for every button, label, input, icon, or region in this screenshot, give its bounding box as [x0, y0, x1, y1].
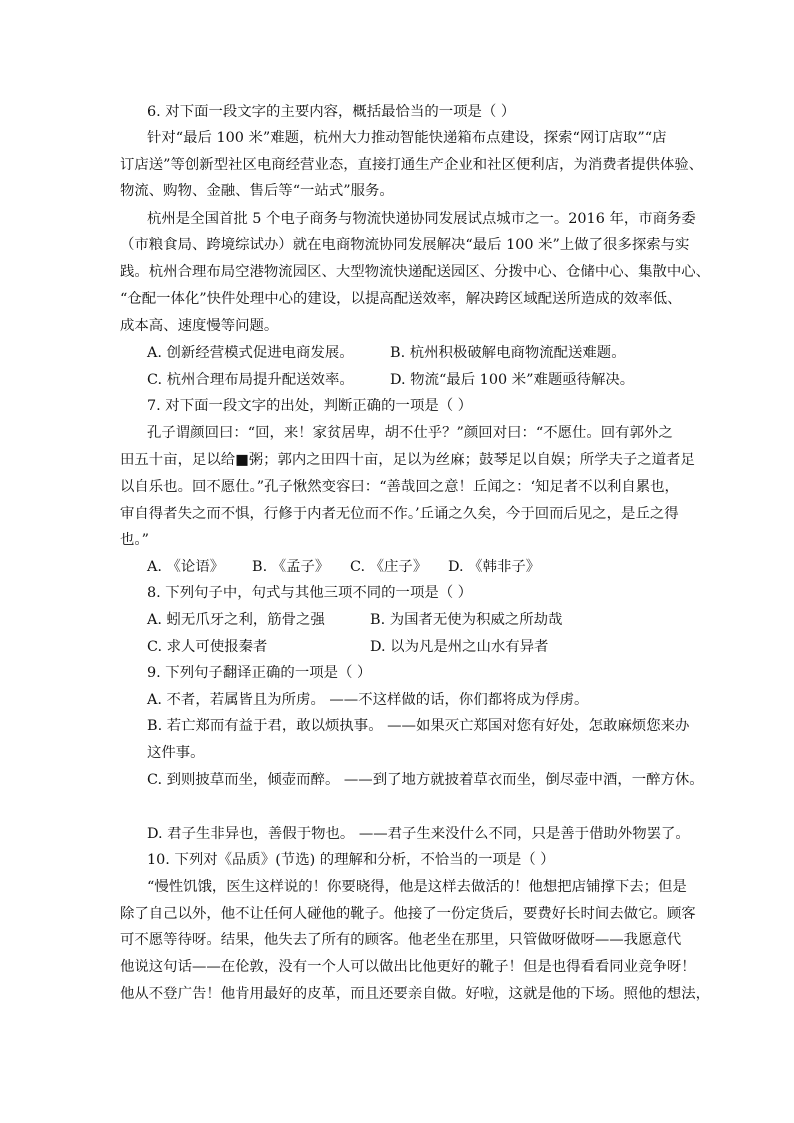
- passage-line: 也。”: [120, 532, 149, 548]
- passage-line: 他从不登广告！他肯用最好的皮革，而且还要亲自做。好啦，这就是他的下场。照他的想法，: [120, 986, 711, 1002]
- passage-line: 成本高、速度慢等问题。: [120, 318, 279, 334]
- q7-option-d: D. 《韩非子》: [448, 559, 541, 575]
- passage-line: 物流、购物、金融、售后等“一站式”服务。: [120, 183, 394, 199]
- q6-option-c: C. 杭州合理布局提升配送效率。: [147, 372, 354, 388]
- q7-option-b: B. 《孟子》: [252, 559, 330, 575]
- q6-option-b: B. 杭州积极破解电商物流配送难题。: [390, 345, 626, 361]
- passage-line: 他说这句话——在伦敦，没有一个人可以做出比他更好的靴子！但是也得看看同业竞争呀！: [120, 959, 696, 975]
- passage-line: 审自得者失之而不惧，行修于内者无位而不作。’丘诵之久矣，今于回而后见之，是丘之得: [120, 506, 679, 522]
- passage-line: 除了自己以外，他不让任何人碰他的靴子。他接了一份定货后，要费好长时间去做它。顾客: [120, 906, 696, 922]
- q8-option-b: B. 为国者无使为积威之所劫哉: [370, 612, 563, 628]
- question-7-stem: 7. 对下面一段文字的出处，判断正确的一项是（ ）: [147, 398, 473, 414]
- passage-line: （市粮食局、跨境综试办）就在电商物流协同发展解决“最后 100 米”上做了很多探索与实: [120, 237, 690, 253]
- passage-line: 践。杭州合理布局空港物流园区、大型物流快递配送园区、分拨中心、仓储中心、集散中心、: [120, 264, 711, 280]
- question-9-stem: 9. 下列句子翻译正确的一项是（ ）: [147, 665, 372, 681]
- passage-line: 田五十亩，足以给■粥；郭内之田四十亩，足以为丝麻；鼓琴足以自娱；所学夫子之道者足: [120, 452, 695, 468]
- passage-line: 孔子谓颜回曰：“回，来！家贫居卑，胡不仕乎？”颜回对曰：“不愿仕。回有郭外之: [147, 425, 673, 441]
- q9-option-a: A. 不者，若属皆且为所虏。 ——不这样做的话，你们都将成为俘虏。: [147, 692, 589, 708]
- q9-option-b: B. 若亡郑而有益于君，敢以烦执事。 ——如果灭亡郑国对您有好处，怎敢麻烦您来办: [147, 718, 690, 734]
- question-8-stem: 8. 下列句子中，句式与其他三项不同的一项是（ ）: [147, 585, 473, 601]
- q7-option-a: A. 《论语》: [147, 559, 225, 575]
- passage-line: “仓配一体化”快件处理中心的建设，以提高配送效率，解决跨区域配送所造成的效率低、: [120, 291, 682, 307]
- passage-line: 可不愿等待呀。结果，他失去了所有的顾客。他老坐在那里，只管做呀做呀——我愿意代: [120, 932, 682, 948]
- passage-line: 订店送”等创新型社区电商经营业态，直接打通生产企业和社区便利店，为消费者提供体验、: [120, 157, 703, 173]
- passage-line: 针对“最后 100 米”难题，杭州大力推动智能快递箱布点建设，探索“网订店取”“店: [147, 130, 667, 146]
- q8-option-c: C. 求人可使报秦者: [147, 639, 268, 655]
- passage-line: “慢性饥饿，医生这样说的！你要晓得，他是这样去做活的！他想把店铺撑下去；但是: [147, 879, 687, 895]
- q9-option-c: C. 到则披草而坐，倾壶而醉。 ——到了地方就披着草衣而坐，倒尽壶中酒，一醉方休。: [147, 772, 704, 788]
- q9-option-d: D. 君子生非异也，善假于物也。 ——君子生来没什么不同，只是善于借助外物罢了。: [147, 826, 690, 842]
- passage-line: 以自乐也。回不愿仕。”孔子愀然变容曰：“善哉回之意！丘闻之：‘知足者不以利自累也，: [120, 479, 679, 495]
- q8-option-a: A. 蚓无爪牙之利，筋骨之强: [147, 612, 325, 628]
- q9-option-b-continued: 这件事。: [147, 745, 205, 761]
- question-6-stem: 6. 对下面一段文字的主要内容，概括最恰当的一项是（ ）: [147, 104, 516, 120]
- passage-line: 杭州是全国首批 5 个电子商务与物流快递协同发展试点城市之一。2016 年，市商务委: [147, 211, 696, 227]
- q8-option-d: D. 以为凡是州之山水有异者: [370, 639, 549, 655]
- question-10-stem: 10. 下列对《品质》(节选) 的理解和分析，不恰当的一项是（ ）: [147, 852, 555, 868]
- q6-option-a: A. 创新经营模式促进电商发展。: [147, 345, 354, 361]
- q7-option-c: C. 《庄子》: [350, 559, 428, 575]
- q6-option-d: D. 物流“最后 100 米”难题亟待解决。: [390, 372, 635, 388]
